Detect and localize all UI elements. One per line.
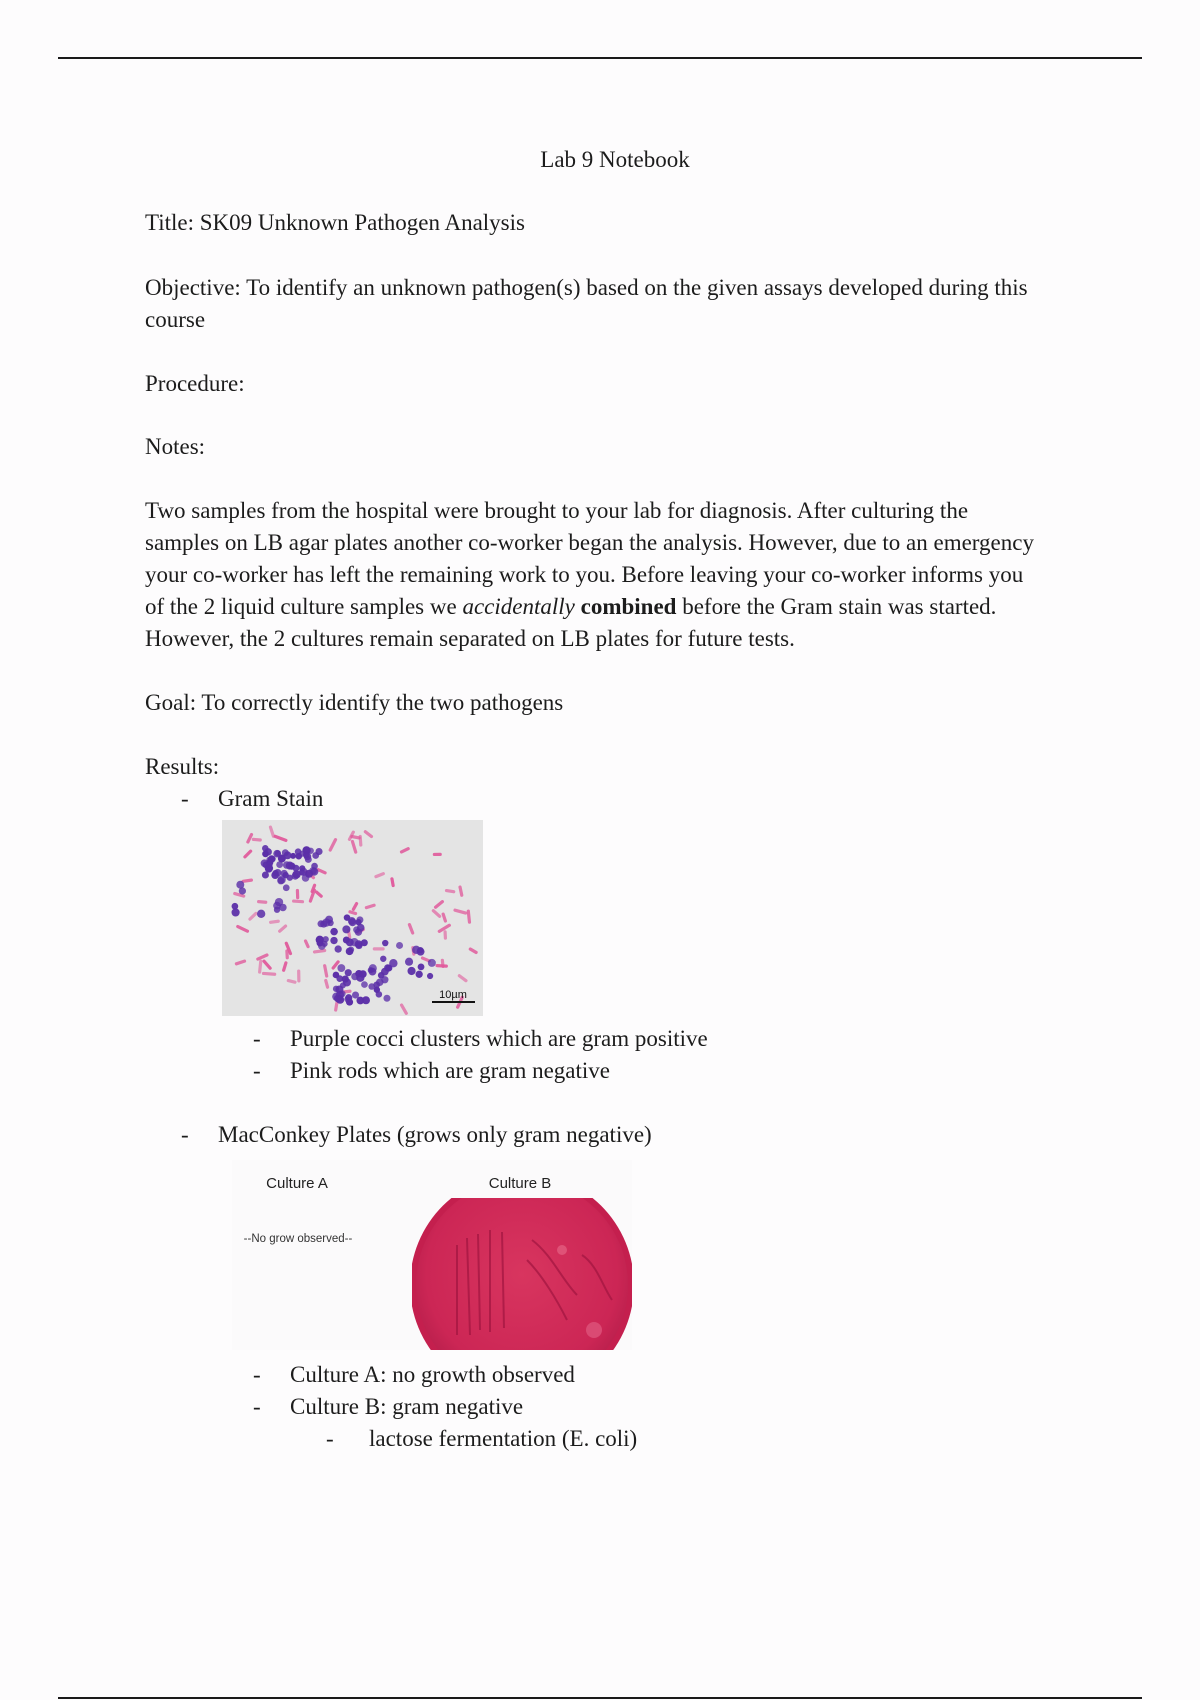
culture-b-title: Culture B	[488, 1175, 552, 1192]
sub-bullet-dash: -	[253, 1362, 261, 1387]
top-rule	[58, 57, 1142, 59]
gram-stain-micrograph	[222, 820, 483, 1016]
scale-bar-label: 10µm	[439, 989, 467, 1001]
sub-bullet-dash: -	[253, 1026, 261, 1051]
emphasis-combined: combined	[580, 594, 677, 619]
scenario-line-4	[145, 591, 996, 623]
macconkey-label: MacConkey Plates (grows only gram negative)	[218, 1122, 652, 1147]
scenario-line-5: However, the 2 cultures remain separated on LB plates for future tests.	[145, 626, 795, 651]
gram-stain-label: Gram Stain	[218, 786, 324, 811]
bottom-rule	[58, 1697, 1142, 1699]
emphasis-accidentally: accidentally	[462, 594, 575, 619]
notes-heading: Notes:	[145, 434, 206, 459]
scenario-line-2: samples on LB agar plates another co-worker began the analysis. However, due to an emergency	[145, 530, 1034, 555]
gram-finding-2: Pink rods which are gram negative	[290, 1058, 610, 1083]
doc-title: Title: SK09 Unknown Pathogen Analysis	[145, 210, 525, 235]
scenario-line-4-start: of the 2 liquid culture samples we	[145, 594, 463, 619]
scenario-line-4-end: before the Gram stain was started.	[676, 594, 997, 619]
page-heading: Lab 9 Notebook	[540, 147, 690, 172]
macconkey-sub-finding: lactose fermentation (E. coli)	[369, 1426, 638, 1451]
scenario-line-1: Two samples from the hospital were brought to your lab for diagnosis. After culturing the	[145, 498, 969, 523]
scenario-line-3: your co-worker has left the remaining work to you. Before leaving your co-worker informs you	[145, 562, 1024, 587]
no-growth-note: --No grow observed--	[243, 1233, 353, 1245]
gram-finding-1: Purple cocci clusters which are gram positive	[290, 1026, 708, 1051]
objective-line-2: course	[145, 307, 206, 332]
macconkey-finding-1: Culture A: no growth observed	[290, 1362, 575, 1387]
macconkey-finding-2: Culture B: gram negative	[290, 1394, 524, 1419]
sub-sub-bullet-dash: -	[326, 1426, 334, 1451]
sub-bullet-dash: -	[253, 1394, 261, 1419]
culture-a-title: Culture A	[266, 1175, 328, 1192]
goal-line: Goal: To correctly identify the two pathogens	[145, 690, 564, 715]
results-heading: Results:	[145, 754, 220, 779]
bullet-dash: -	[181, 1122, 189, 1147]
macconkey-plates-figure	[232, 1160, 632, 1350]
objective-line-1: Objective: To identify an unknown pathogen(s) based on the given assays developed during this	[145, 275, 1028, 300]
bullet-dash: -	[181, 786, 189, 811]
sub-bullet-dash: -	[253, 1058, 261, 1083]
procedure-heading: Procedure:	[145, 371, 245, 396]
